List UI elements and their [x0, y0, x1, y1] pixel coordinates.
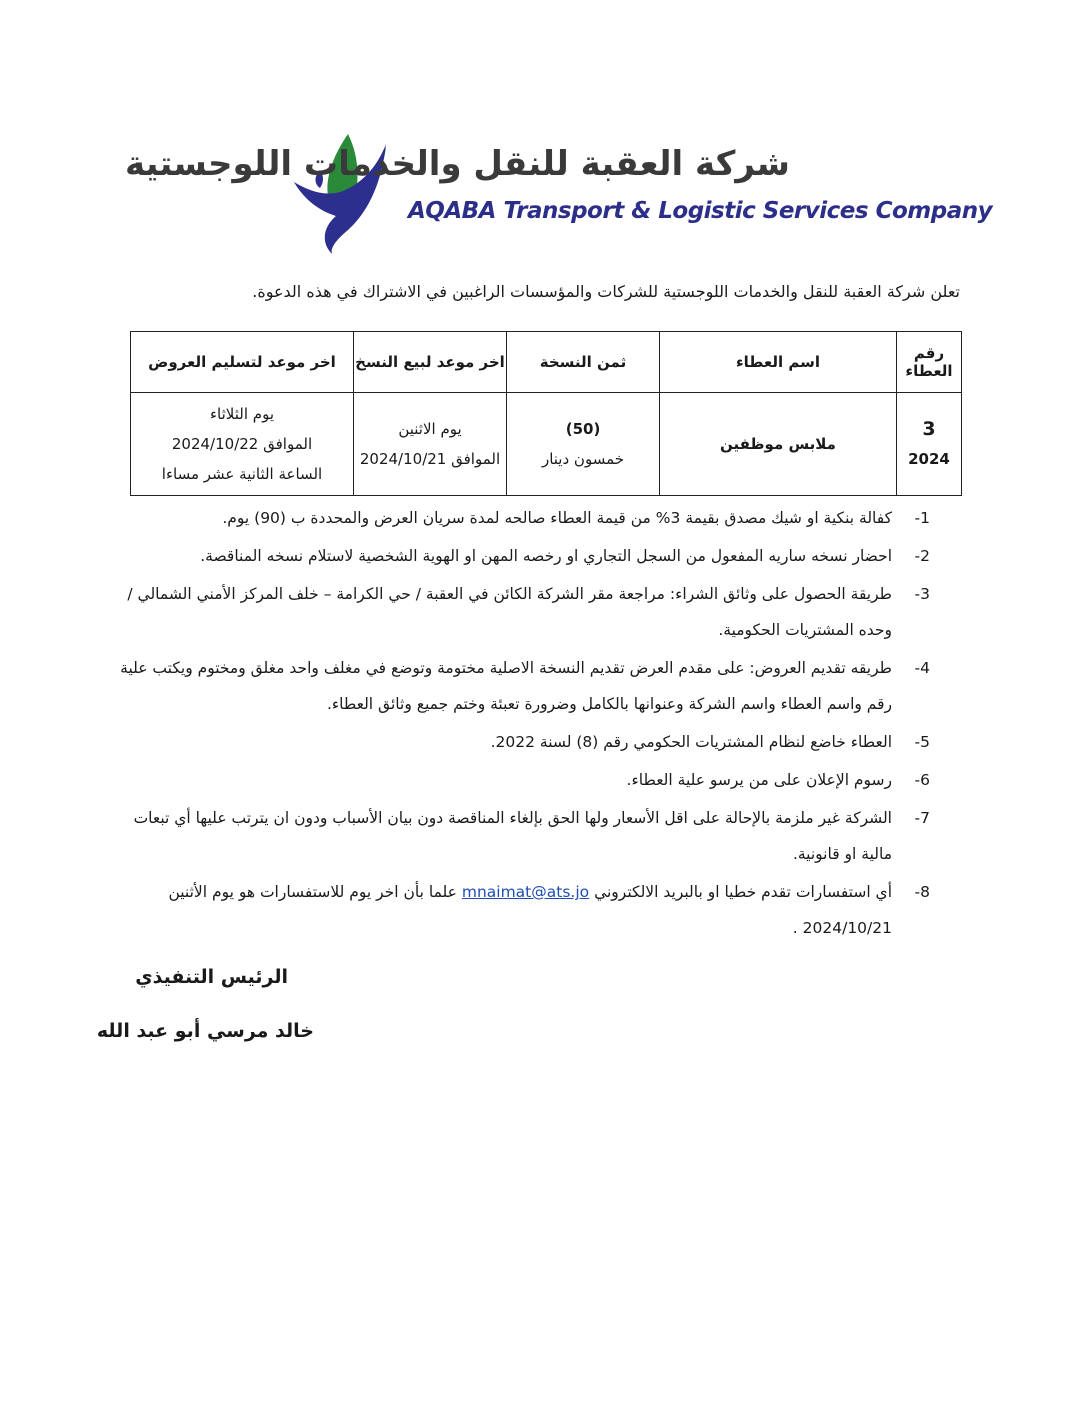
header-submit-deadline: اخر موعد لتسليم العروض [131, 332, 354, 393]
logo-arabic-name: شركة العقبة للنقل والخدمات اللوجستية [124, 144, 790, 184]
list-item [120, 800, 930, 872]
item-text: كفالة بنكية او شيك مصدق بقيمة 3% من قيمة العطاء صالحه لمدة سريان العرض والمحددة ب (90) يوم. [222, 509, 892, 527]
item-number: -1 [914, 509, 930, 527]
item-number: -8 [914, 883, 930, 901]
item-text: طريقة الحصول على وثائق الشراء: مراجعة مقر الشركة الكائن في العقبة / حي الكرامة – خلف المركز الأمني الشمالي / وحده المشتريات الحكومية. [127, 585, 892, 639]
list-item [120, 538, 930, 574]
sale-date: الموافق 2024/10/21 [359, 450, 501, 468]
item-text: طريقه تقديم العروض: على مقدم العرض تقديم النسخة الاصلية مختومة وتوضع في مغلف واحد مغلق ومختوم ويكتب علية رقم واسم العطاء واسم الشركة وعنوانها بالكامل وضرورة تعبئة وختم جميع وثائق العطاء. [120, 659, 892, 713]
price-value: (50) [565, 420, 601, 438]
cell-price [507, 393, 660, 496]
item-text: رسوم الإعلان على من يرسو علية العطاء. [626, 771, 892, 789]
item-number: -4 [914, 659, 930, 677]
item-number: -7 [914, 809, 930, 827]
submit-day: يوم الثلاثاء [210, 405, 274, 423]
submit-time: الساعة الثانية عشر مساءا [161, 465, 323, 483]
list-item [120, 576, 930, 648]
cell-number [897, 393, 962, 496]
list-item [120, 500, 930, 536]
logo-english-name: AQABA Transport & Logistic Services Company [408, 198, 993, 224]
list-item [120, 650, 930, 722]
tender-table [130, 331, 962, 496]
conditions-list [120, 500, 930, 948]
cell-submit-deadline [131, 393, 354, 496]
header-name: اسم العطاء [660, 332, 897, 393]
header-price: ثمن النسخة [507, 332, 660, 393]
tender-number: 3 [922, 418, 936, 440]
item-text: الشركة غير ملزمة بالإحالة على اقل الأسعار ولها الحق بإلغاء المناقصة دون بيان الأسباب ودون ان يترتب عليها أي تبعات مالية او قانونية. [133, 809, 892, 863]
cell-sale-deadline [354, 393, 507, 496]
item-text: احضار نسخه ساريه المفعول من السجل التجاري او رخصه المهن او الهوية الشخصية لاستلام نسخه المناقصة. [200, 547, 892, 565]
cell-name: ملابس موظفين [660, 393, 897, 496]
sale-day: يوم الاثنين [398, 420, 462, 438]
header-sale-deadline: اخر موعد لبيع النسخ [354, 332, 507, 393]
item-number: -3 [914, 585, 930, 603]
announcement-intro: تعلن شركة العقبة للنقل والخدمات اللوجستية للشركات والمؤسسات الراغبين في الاشتراك في هذه الدعوة. [252, 282, 960, 301]
header-number: رقم العطاء [897, 332, 962, 393]
table-header-row [131, 332, 962, 393]
signatory-name: خالد مرسي أبو عبد الله [96, 1020, 314, 1042]
item-number: -2 [914, 547, 930, 565]
price-words: خمسون دينار [541, 450, 625, 468]
list-item [120, 724, 930, 760]
item-number: -6 [914, 771, 930, 789]
tender-year: 2024 [908, 450, 950, 468]
signatory-title: الرئيس التنفيذي [135, 966, 288, 988]
item-text: العطاء خاضع لنظام المشتريات الحكومي رقم (8) لسنة 2022. [490, 733, 892, 751]
submit-date: الموافق 2024/10/22 [171, 435, 313, 453]
list-item [120, 874, 930, 946]
item-text: أي استفسارات تقدم خطيا او بالبريد الالكتروني [594, 883, 892, 901]
item-number: -5 [914, 733, 930, 751]
table-row [131, 393, 962, 496]
list-item [120, 762, 930, 798]
email-link[interactable]: mnaimat@ats.jo [461, 883, 590, 901]
item-text: علما بأن اخر يوم للاستفسارات هو يوم الأثنين 2024/10/21 . [168, 883, 892, 937]
